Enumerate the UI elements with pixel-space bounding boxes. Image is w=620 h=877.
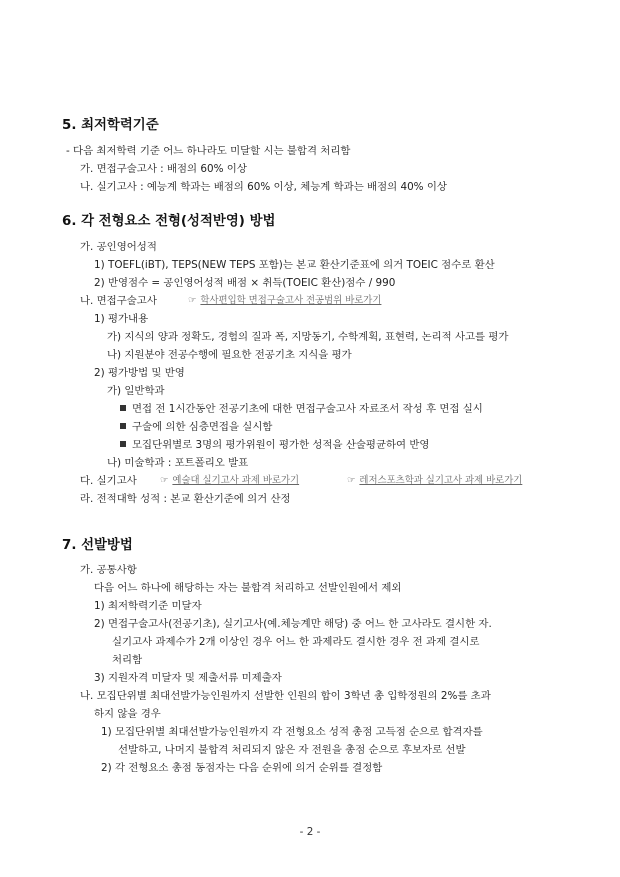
s5-intro: - 다음 최저학력 기준 어느 하나라도 미달할 시는 불합격 처리함: [66, 145, 351, 157]
s5-item-b: 나. 실기고사 : 예능계 학과는 배점의 60% 이상, 체능계 학과는 배점의 40% 이상: [80, 181, 447, 193]
s7-intro: 다음 어느 하나에 해당하는 자는 불합격 처리하고 선발인원에서 제외: [94, 582, 402, 594]
arts-practical-link-label: 예술대 실기고사 과제 바로가기: [172, 475, 300, 486]
interview-range-link-label: 학사편입학 면접구술고사 전공범위 바로가기: [200, 295, 382, 306]
s6-bullet-2-text: 구술에 의한 심층면접을 실시함: [132, 421, 273, 433]
s7-item-b-line1: 나. 모집단위별 최대선발가능인원까지 선발한 인원의 합이 3학년 총 입학정원의 2%를 초과: [80, 690, 491, 702]
section-6-heading: 6. 각 전형요소 전형(성적반영) 방법: [62, 214, 276, 229]
square-bullet-icon: [120, 405, 126, 411]
s6-item-c: 다. 실기고사: [80, 475, 137, 487]
page-number: - 2 -: [299, 826, 321, 838]
s6-item-b1b: 나) 지원분야 전공수행에 필요한 전공기초 지식을 평가: [107, 349, 352, 361]
s6-bullet-1-text: 면접 전 1시간동안 전공기초에 대한 면접구술고사 자료조서 작성 후 면접 실시: [132, 403, 483, 415]
s7-item-a1: 1) 최저학력기준 미달자: [94, 600, 202, 612]
s7-item-b-line2: 하지 않을 경우: [94, 708, 161, 720]
s6-item-a1: 1) TOEFL(iBT), TEPS(NEW TEPS 포함)는 본교 환산기준표에 의거 TOEIC 점수로 환산: [94, 259, 495, 271]
square-bullet-icon: [120, 423, 126, 429]
s6-bullet-3: [120, 438, 429, 452]
s6-item-b2b: 나) 미술학과 : 포트폴리오 발표: [107, 457, 249, 469]
s6-item-b2a: 가) 일반학과: [107, 385, 165, 397]
s6-item-b: 나. 면접구술고사: [80, 295, 157, 307]
s6-item-d: 라. 전적대학 성적 : 본교 환산기준에 의거 산정: [80, 493, 291, 505]
s7-item-a2-line3: 처리함: [112, 654, 143, 666]
s7-item-b2: 2) 각 전형요소 총점 동점자는 다음 순위에 의거 순위를 결정함: [101, 762, 383, 774]
s5-item-a: 가. 면접구술고사 : 배점의 60% 이상: [80, 163, 247, 175]
s6-item-b2: 2) 평가방법 및 반영: [94, 367, 185, 379]
s7-item-a: 가. 공통사항: [80, 564, 137, 576]
s7-item-a2-line2: 실기고사 과제수가 2개 이상인 경우 어느 한 과제라도 결시한 경우 전 과제 결시로: [112, 636, 480, 648]
interview-range-link[interactable]: [188, 294, 381, 308]
sports-practical-link[interactable]: [347, 474, 522, 488]
arts-practical-link[interactable]: [160, 474, 299, 488]
s7-item-b1-line1: 1) 모집단위별 최대선발가능인원까지 각 전형요소 성적 총점 고득점 순으로 합격자를: [101, 726, 483, 738]
s6-bullet-3-text: 모집단위별로 3명의 평가위원이 평가한 성적을 산술평균하여 반영: [132, 439, 430, 451]
sports-practical-link-label: 레저스포츠학과 실기고사 과제 바로가기: [359, 475, 523, 486]
s6-bullet-1: [120, 402, 483, 416]
s6-item-a: 가. 공인영어성적: [80, 241, 157, 253]
s6-item-a2: 2) 반영점수 = 공인영어성적 배점 × 취득(TOEIC 환산)점수 / 990: [94, 277, 396, 289]
s7-item-a2-line1: 2) 면접구술고사(전공기초), 실기고사(예.체능계만 해당) 중 어느 한 고사라도 결시한 자.: [94, 618, 492, 630]
s6-item-b1: 1) 평가내용: [94, 313, 149, 325]
section-5-heading: 5. 최저학력기준: [62, 118, 159, 133]
pointing-hand-icon: ☞: [188, 295, 197, 306]
s6-item-b1a: 가) 지식의 양과 정확도, 경험의 질과 폭, 지망동기, 수학계획, 표현력, 논리적 사고를 평가: [107, 331, 509, 343]
s6-bullet-2: [120, 420, 272, 434]
s7-item-b1-line2: 선발하고, 나머지 불합격 처리되지 않은 자 전원을 총점 순으로 후보자로 선발: [118, 744, 466, 756]
s7-item-a3: 3) 지원자격 미달자 및 제출서류 미제출자: [94, 672, 282, 684]
section-7-heading: 7. 선발방법: [62, 538, 133, 553]
pointing-hand-icon: ☞: [160, 475, 169, 486]
square-bullet-icon: [120, 441, 126, 447]
pointing-hand-icon: ☞: [347, 475, 356, 486]
